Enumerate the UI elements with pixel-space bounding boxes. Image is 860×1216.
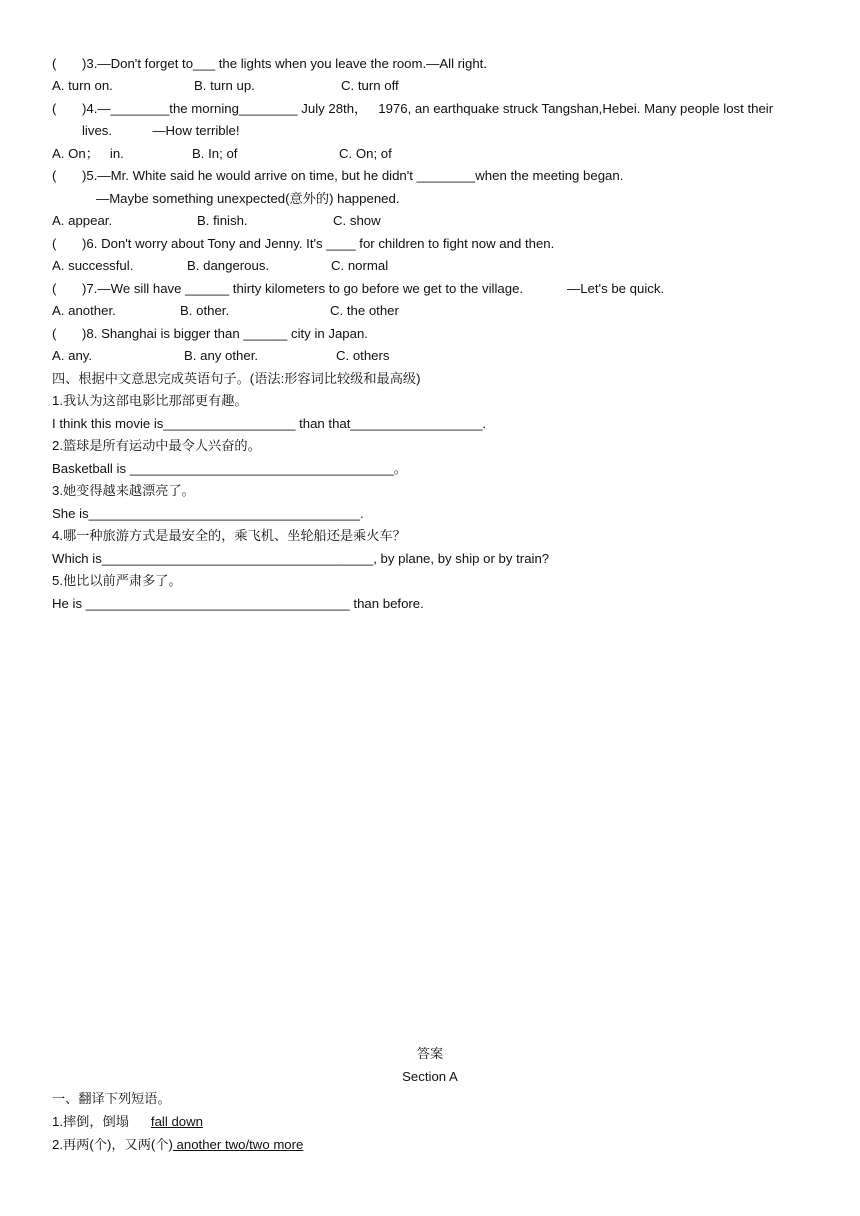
- section-4-item-2-chinese: 2.篮球是所有运动中最令人兴奋的。: [52, 438, 261, 453]
- question-5-stem-continued: —Maybe something unexpected(意外的) happened.: [96, 191, 400, 206]
- answer-item-1: [52, 1113, 203, 1131]
- answer-item-2-chinese: 2.再两(个)，又两(个): [52, 1137, 173, 1152]
- section-4-item-4-chinese: 4.哪一种旅游方式是最安全的，乘飞机、坐轮船还是乘火车？: [52, 528, 406, 543]
- section-4-item-1-english: I think this movie is__________________ than that__________________.: [52, 416, 487, 431]
- section-4-heading: 四、根据中文意思完成英语句子。(语法:形容词比较级和最高级): [52, 371, 421, 386]
- question-4-stem: ( )4.—________the morning________ July 28th， 1976, an earthquake struck Tangshan,Hebei. Many people lost their: [52, 101, 774, 116]
- question-8-stem: ( )8. Shanghai is bigger than ______ city in Japan.: [52, 326, 368, 341]
- section-4-item-1-chinese: 1.我认为这部电影比那部更有趣。: [52, 393, 248, 408]
- question-3-option-b: B. turn up.: [194, 78, 255, 93]
- question-5-stem: ( )5.—Mr. White said he would arrive on time, but he didn't ________when the meeting began.: [52, 168, 624, 183]
- answers-section-label: Section A: [402, 1069, 458, 1084]
- question-7-option-c: C. the other: [330, 303, 399, 318]
- question-5-option-c: C. show: [333, 213, 381, 228]
- question-4-stem-continued: lives. —How terrible!: [82, 123, 240, 138]
- answer-item-2-english: another two/two more: [172, 1137, 304, 1152]
- question-4-option-b: B. In; of: [192, 146, 238, 161]
- answer-item-2: [52, 1136, 303, 1154]
- question-6-option-c: C. normal: [331, 258, 389, 273]
- question-6-option-a: A. successful.: [52, 258, 134, 273]
- answers-title: 答案: [416, 1046, 444, 1061]
- question-7-option-a: A. another.: [52, 303, 116, 318]
- section-4-item-5-english: He is ____________________________________ than before.: [52, 596, 424, 611]
- section-4-item-2-english: Basketball is ____________________________________。: [52, 461, 407, 476]
- answer-item-1-english: fall down: [150, 1114, 203, 1129]
- question-8-option-c: C. others: [336, 348, 390, 363]
- question-8-option-a: A. any.: [52, 348, 93, 363]
- section-4-item-4-english: Which is_____________________________________, by plane, by ship or by train?: [52, 551, 550, 566]
- section-4-item-5-chinese: 5.他比以前严肃多了。: [52, 573, 182, 588]
- section-4-item-3-english: She is_____________________________________.: [52, 506, 364, 521]
- question-4-option-a: A. On； in.: [52, 146, 124, 161]
- section-4-item-3-chinese: 3.她变得越来越漂亮了。: [52, 483, 195, 498]
- question-6-option-b: B. dangerous.: [187, 258, 270, 273]
- question-5-option-a: A. appear.: [52, 213, 113, 228]
- question-7-stem: ( )7.—We sill have ______ thirty kilometers to go before we get to the village. —Let's be quick.: [52, 281, 665, 296]
- question-3-option-c: C. turn off: [341, 78, 399, 93]
- answers-heading: 一、翻译下列短语。: [52, 1091, 171, 1106]
- question-4-option-c: C. On; of: [339, 146, 392, 161]
- question-3-option-a: A. turn on.: [52, 78, 113, 93]
- answer-item-1-chinese: 1.摔倒，倒塌: [52, 1114, 151, 1129]
- question-6-stem: ( )6. Don't worry about Tony and Jenny. It's ____ for children to fight now and then.: [52, 236, 555, 251]
- question-7-option-b: B. other.: [180, 303, 230, 318]
- question-8-option-b: B. any other.: [184, 348, 259, 363]
- question-5-option-b: B. finish.: [197, 213, 248, 228]
- question-3-stem: ( )3.—Don't forget to___ the lights when you leave the room.—All right.: [52, 56, 487, 71]
